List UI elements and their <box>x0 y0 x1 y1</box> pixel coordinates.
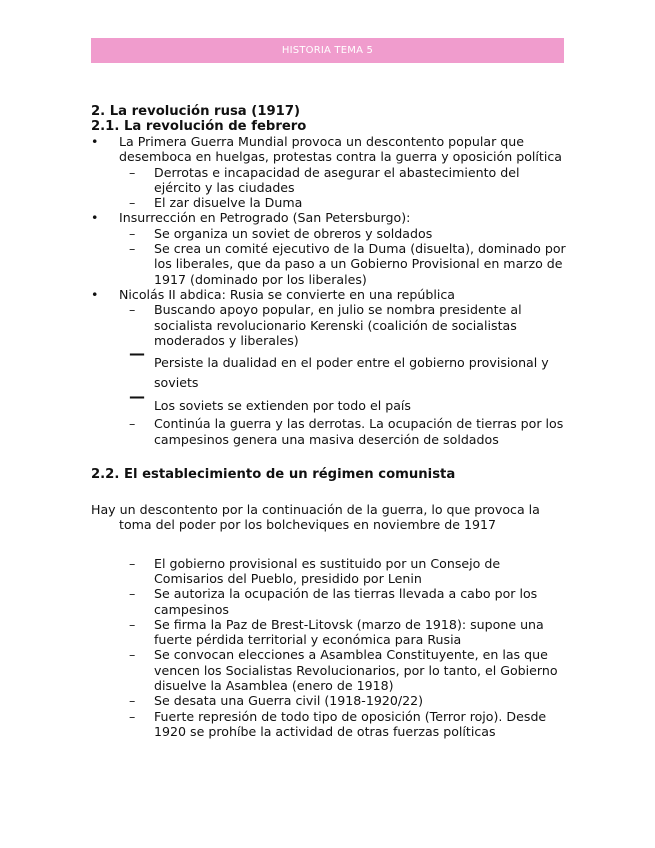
dash-marker: – <box>129 164 136 180</box>
dash-marker: – <box>129 708 136 724</box>
sub-bullet-item <box>91 165 566 196</box>
sub-bullet-item <box>91 226 566 241</box>
sub-bullet-text: El gobierno provisional es sustituido por un Consejo de Comisarios del Pueblo, presidido por Lenin <box>154 555 501 586</box>
sub-bullet-text: Se organiza un soviet de obreros y soldados <box>154 225 433 241</box>
page-header <box>91 38 564 63</box>
bullet-marker: • <box>91 286 99 302</box>
sub-bullet-item <box>91 416 566 447</box>
sub-bullet-text: El zar disuelve la Duma <box>154 195 303 211</box>
sub-bullet-text: Se convocan elecciones a Asamblea Constituyente, en las que vencen los Socialistas Revolucionarios, por lo tanto, el Gobierno disuelve la Asamblea (enero de 1918) <box>154 647 558 694</box>
bullet-item <box>91 134 566 165</box>
dash-marker: – <box>129 647 136 663</box>
dash-marker: – <box>129 195 136 211</box>
sub-bullet-text: Se crea un comité ejecutivo de la Duma (disuelta), dominado por los liberales, que da paso a un Gobierno Provisional en marzo de 1917 (dominado por los liberales) <box>154 241 566 287</box>
sub-bullet-text: Buscando apoyo popular, en julio se nombra presidente al socialista revolucionario Kerenski (coalición de socialistas moderados y liberales) <box>154 302 522 348</box>
sub-bullet-item <box>91 556 566 587</box>
dash-marker: – <box>129 241 136 257</box>
bullet-marker: • <box>91 134 99 149</box>
sub-bullet-item <box>91 586 566 617</box>
sub-bullet-item <box>91 709 566 740</box>
sub-bullet-text: Se desata una Guerra civil (1918-1920/22) <box>154 693 424 709</box>
sub-bullet-item <box>91 647 566 693</box>
section-title: 2. La revolución rusa (1917) <box>91 104 301 119</box>
sub-bullet-item <box>91 344 566 392</box>
long-dash-marker: — <box>129 344 145 364</box>
sub-bullet-item <box>91 693 566 708</box>
sub-bullet-item <box>91 241 566 287</box>
dash-marker: – <box>129 586 136 602</box>
subsection-title: 2.2. El establecimiento de un régimen comunista <box>91 467 456 483</box>
sub-bullet-item <box>91 617 566 648</box>
sub-bullet-text: Derrotas e incapacidad de asegurar el abastecimiento del ejército y las ciudades <box>154 164 520 195</box>
dash-marker: – <box>129 302 136 318</box>
dash-marker: – <box>129 225 136 241</box>
subsection-title: 2.1. La revolución de febrero <box>91 119 307 134</box>
sub-bullet-item <box>91 302 566 348</box>
bullet-item <box>91 210 566 225</box>
bullet-text: Nicolás II abdica: Rusia se convierte en una república <box>119 286 455 302</box>
bullet-item <box>91 287 566 302</box>
sub-bullet-text: Se autoriza la ocupación de las tierras llevada a cabo por los campesinos <box>154 586 538 617</box>
bullet-marker: • <box>91 210 99 226</box>
document-body <box>91 104 566 739</box>
sub-bullet-text: Los soviets se extienden por todo el país <box>154 398 411 414</box>
long-dash-marker: — <box>129 387 145 407</box>
bullet-text: La Primera Guerra Mundial provoca un descontento popular que desemboca en huelgas, protestas contra la guerra y oposición política <box>119 134 563 165</box>
dash-marker: – <box>129 555 136 571</box>
intro-paragraph: Hay un descontento por la continuación de la guerra, lo que provoca la toma del poder por los bolcheviques en noviembre de 1917 <box>91 502 540 533</box>
sub-bullet-item <box>91 195 566 210</box>
sub-bullet-item <box>91 387 566 414</box>
sub-bullet-text: Persiste la dualidad en el poder entre el gobierno provisional y soviets <box>154 355 549 390</box>
consequence-list <box>91 556 566 740</box>
header-title: HISTORIA TEMA 5 <box>281 45 374 56</box>
sub-bullet-text: Continúa la guerra y las derrotas. La ocupación de tierras por los campesinos genera una masiva deserción de soldados <box>154 416 564 447</box>
bullet-text: Insurrección en Petrogrado (San Petersburgo): <box>119 210 411 226</box>
dash-marker: – <box>129 693 136 709</box>
sub-bullet-text: Fuerte represión de todo tipo de oposición (Terror rojo). Desde 1920 se prohíbe la actividad de otras fuerzas políticas <box>154 708 547 739</box>
sub-bullet-text: Se firma la Paz de Brest-Litovsk (marzo de 1918): supone una fuerte pérdida territorial y económica para Rusia <box>154 616 544 648</box>
dash-marker: – <box>129 416 136 432</box>
dash-marker: – <box>129 616 136 632</box>
